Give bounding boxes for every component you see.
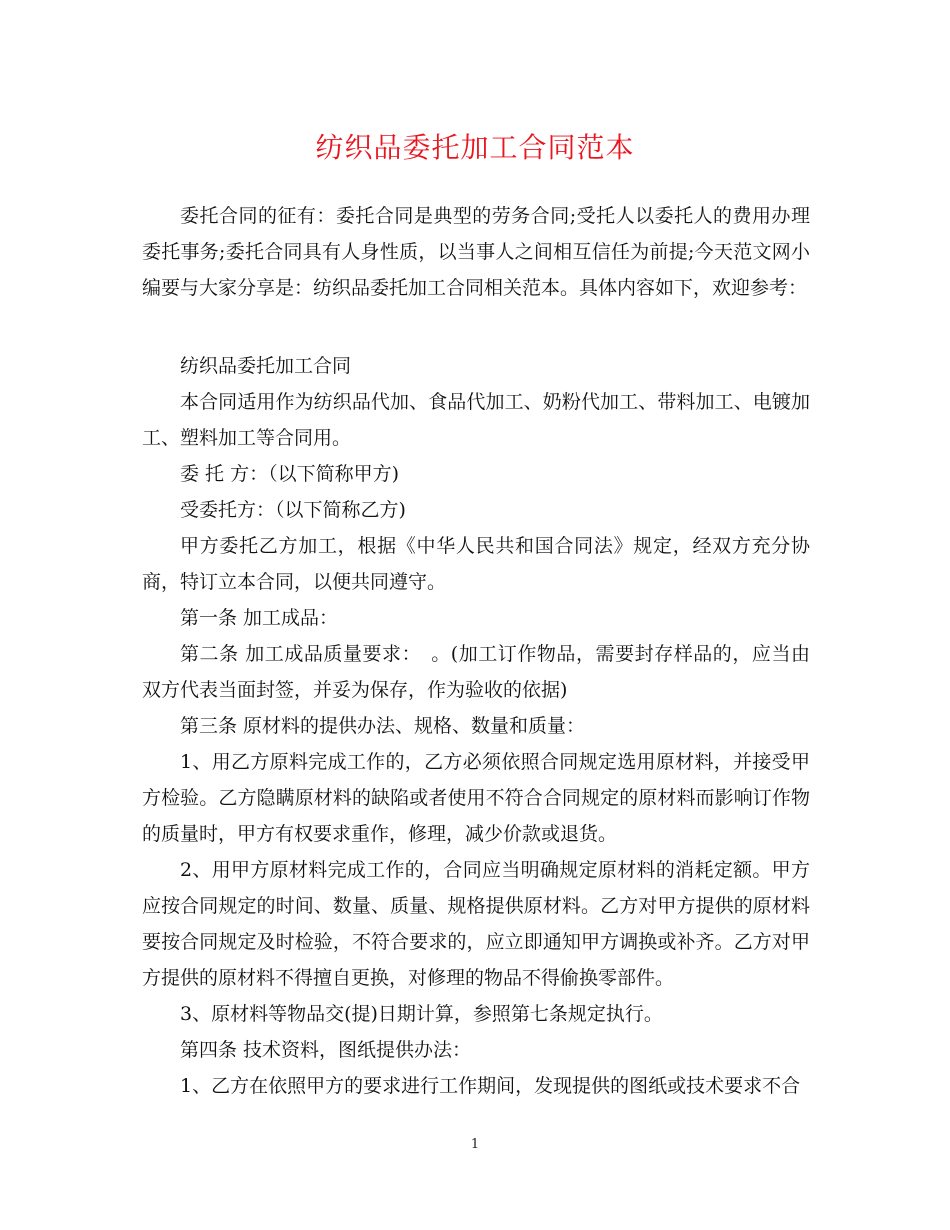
intro-section [142,198,810,306]
page-number: 1 [470,1137,480,1152]
article-4: 第四条 技术资料，图纸提供办法： [180,1039,472,1061]
article-3-item-3: 3、原材料等物品交(提)日期计算，参照第七条规定执行。 [180,1003,663,1025]
paragraph-scope: 本合同适用作为纺织品代加、食品代加工、奶粉代加工、带料加工、电镀加工、塑料加工等合同用。 [142,391,810,449]
party-b-line: 受委托方：（以下简称乙方) [180,499,406,521]
article-3: 第三条 原材料的提供办法、规格、数量和质量： [180,715,586,737]
intro-paragraph: 委托合同的征有：委托合同是典型的劳务合同;受托人以委托人的费用办理委托事务;委托合同具有人身性质，以当事人之间相互信任为前提;今天范文网小编要与大家分享是：纺织品委托加工合同相关范本。具体内容如下，欢迎参考： [142,205,810,299]
document-title: 纺织品委托加工合同范本 [315,131,635,164]
paragraph-preamble: 甲方委托乙方加工，根据《中华人民共和国合同法》规定，经双方充分协商，特订立本合同，以便共同遵守。 [142,535,810,593]
article-1: 第一条 加工成品： [180,607,339,629]
article-3-item-2: 2、用甲方原材料完成工作的，合同应当明确规定原材料的消耗定额。甲方应按合同规定的时间、数量、质量、规格提供原材料。乙方对甲方提供的原材料要按合同规定及时检验，不符合要求的，应立即通知甲方调换或补齐。乙方对甲方提供的原材料不得擅自更换，对修理的物品不得偷换零部件。 [142,859,810,989]
contract-body [142,348,810,1104]
article-2: 第二条 加工成品质量要求： 。(加工订作物品，需要封存样品的，应当由双方代表当面封签，并妥为保存，作为验收的依据) [142,643,810,701]
article-3-item-1: 1、用乙方原料完成工作的，乙方必须依照合同规定选用原材料，并接受甲方检验。乙方隐瞒原材料的缺陷或者使用不符合合同规定的原材料而影响订作物的质量时，甲方有权要求重作，修理，减少价款或退货。 [142,751,810,845]
contract-heading: 纺织品委托加工合同 [180,355,352,377]
party-a-line: 委 托 方：（以下简称甲方) [180,463,399,485]
article-4-item-1: 1、乙方在依照甲方的要求进行工作期间，发现提供的图纸或技术要求不合 [180,1075,801,1097]
